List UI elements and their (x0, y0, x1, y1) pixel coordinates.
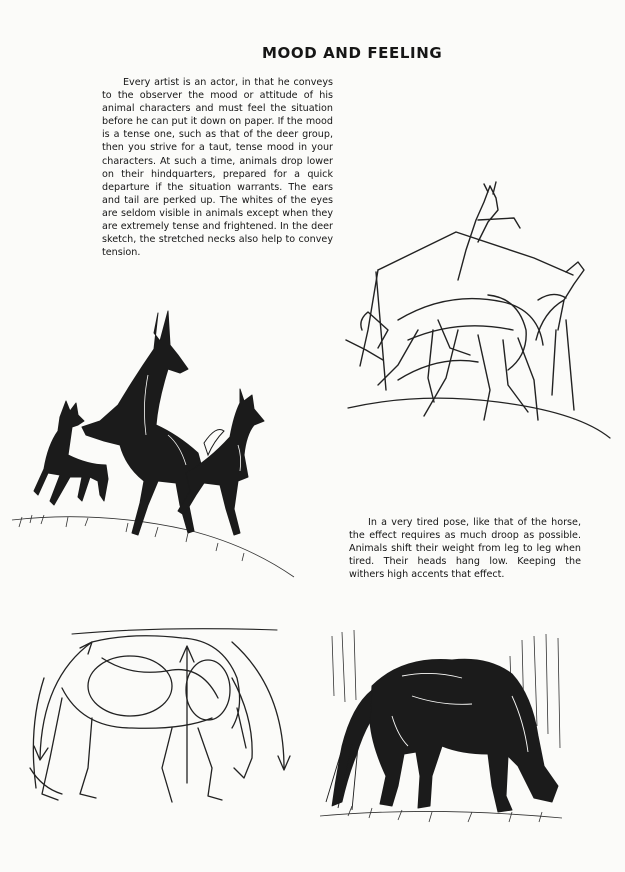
tired-paragraph: In a very tired pose, like that of the horse, the effect requires as much droop as possible. Animals shift their weight from leg to leg when tired. Their heads hang low. Keeping the withers high accents that effect. (349, 517, 581, 581)
tired-horse-drawing (312, 626, 574, 826)
tired-horse-gesture-sketch (22, 618, 297, 818)
page-title: MOOD AND FEELING (262, 44, 443, 62)
deer-group-drawing (8, 305, 298, 585)
intro-paragraph: Every artist is an actor, in that he conveys to the observer the mood or attitude of his animal characters and must feel the situation before he can put it down on paper. If the mood is a tense one, such as that of the deer group, then you strive for a taut, tense mood in your characters. At such a time, animals drop lower on their hindquarters, prepared for a quick departure if the situation warrants. The ears and tail are perked up. The whites of the eyes are seldom visible in animals except when they are extremely tense and frightened. In the deer sketch, the stretched necks also help to convey tension. (102, 77, 333, 259)
deer-gesture-sketch (338, 180, 613, 445)
